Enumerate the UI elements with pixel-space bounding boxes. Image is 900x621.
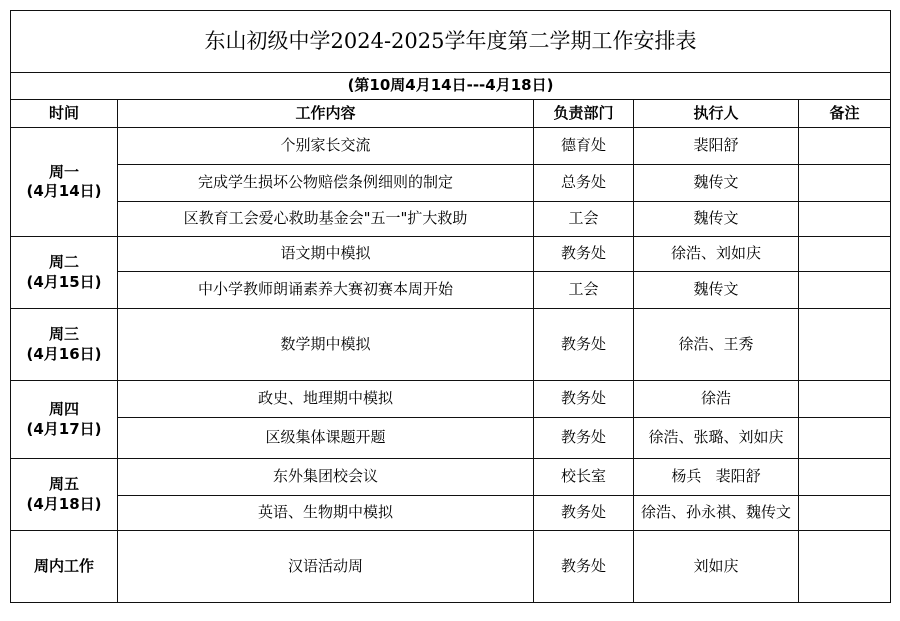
header-content: 工作内容 [118,100,534,128]
task-content: 英语、生物期中模拟 [118,496,534,531]
day-cell-tuesday [11,237,118,309]
week-row [11,73,891,100]
header-exec: 执行人 [634,100,799,128]
task-note [799,418,891,459]
task-content: 汉语活动周 [118,531,534,603]
task-exec: 徐浩、孙永祺、魏传文 [634,496,799,531]
table-row [11,128,891,165]
task-note [799,309,891,381]
task-exec: 裴阳舒 [634,128,799,165]
task-content: 区级集体课题开题 [118,418,534,459]
day-date: (4月14日) [26,182,102,200]
task-dept: 德育处 [534,128,634,165]
header-time: 时间 [11,100,118,128]
task-note [799,496,891,531]
page-title: 东山初级中学2024-2025学年度第二学期工作安排表 [11,11,891,73]
weekly-work-cell: 周内工作 [11,531,118,603]
task-dept: 总务处 [534,165,634,202]
day-name: 周四 [48,400,79,418]
task-exec: 徐浩、刘如庆 [634,237,799,272]
day-name: 周三 [48,325,79,343]
task-content: 语文期中模拟 [118,237,534,272]
task-exec: 魏传文 [634,202,799,237]
day-date: (4月15日) [26,272,102,291]
table-row [11,459,891,496]
header-note: 备注 [799,100,891,128]
task-exec: 魏传文 [634,272,799,309]
table-row [11,309,891,381]
table-row [11,496,891,531]
task-content: 中小学教师朗诵素养大赛初赛本周开始 [118,272,534,309]
week-range: (第10周4月14日---4月18日) [11,73,891,100]
task-content: 完成学生损坏公物赔偿条例细则的制定 [118,165,534,202]
table-row [11,165,891,202]
schedule-table [10,10,891,603]
task-content: 东外集团校会议 [118,459,534,496]
task-note [799,202,891,237]
title-row [11,11,891,73]
task-exec: 徐浩、王秀 [634,309,799,381]
table-row [11,381,891,418]
day-cell-thursday [11,381,118,459]
table-row [11,418,891,459]
task-exec: 刘如庆 [634,531,799,603]
task-note [799,459,891,496]
day-name: 周一 [48,162,79,181]
task-dept: 教务处 [534,237,634,272]
task-note [799,165,891,202]
day-cell-wednesday [11,309,118,381]
task-dept: 教务处 [534,531,634,603]
task-note [799,272,891,309]
task-dept: 工会 [534,272,634,309]
day-date: (4月16日) [26,344,102,363]
day-date: (4月17日) [26,419,102,438]
task-note [799,531,891,603]
task-content: 区教育工会爱心救助基金会"五一"扩大救助 [118,202,534,237]
day-cell-friday [11,459,118,531]
task-note [799,128,891,165]
task-note [799,237,891,272]
task-dept: 教务处 [534,381,634,418]
day-name: 周二 [48,253,79,271]
task-note [799,381,891,418]
table-row [11,531,891,603]
table-row [11,237,891,272]
task-exec: 魏传文 [634,165,799,202]
task-dept: 教务处 [534,418,634,459]
task-dept: 教务处 [534,496,634,531]
task-dept: 教务处 [534,309,634,381]
task-dept: 校长室 [534,459,634,496]
task-exec: 杨兵 裴阳舒 [634,459,799,496]
task-content: 数学期中模拟 [118,309,534,381]
day-date: (4月18日) [26,494,102,513]
table-row [11,272,891,309]
task-exec: 徐浩 [634,381,799,418]
table-row [11,202,891,237]
day-name: 周五 [48,475,79,493]
task-exec: 徐浩、张璐、刘如庆 [634,418,799,459]
task-content: 政史、地理期中模拟 [118,381,534,418]
task-dept: 工会 [534,202,634,237]
header-dept: 负责部门 [534,100,634,128]
day-cell-monday [11,128,118,237]
header-row [11,100,891,128]
task-content: 个别家长交流 [118,128,534,165]
